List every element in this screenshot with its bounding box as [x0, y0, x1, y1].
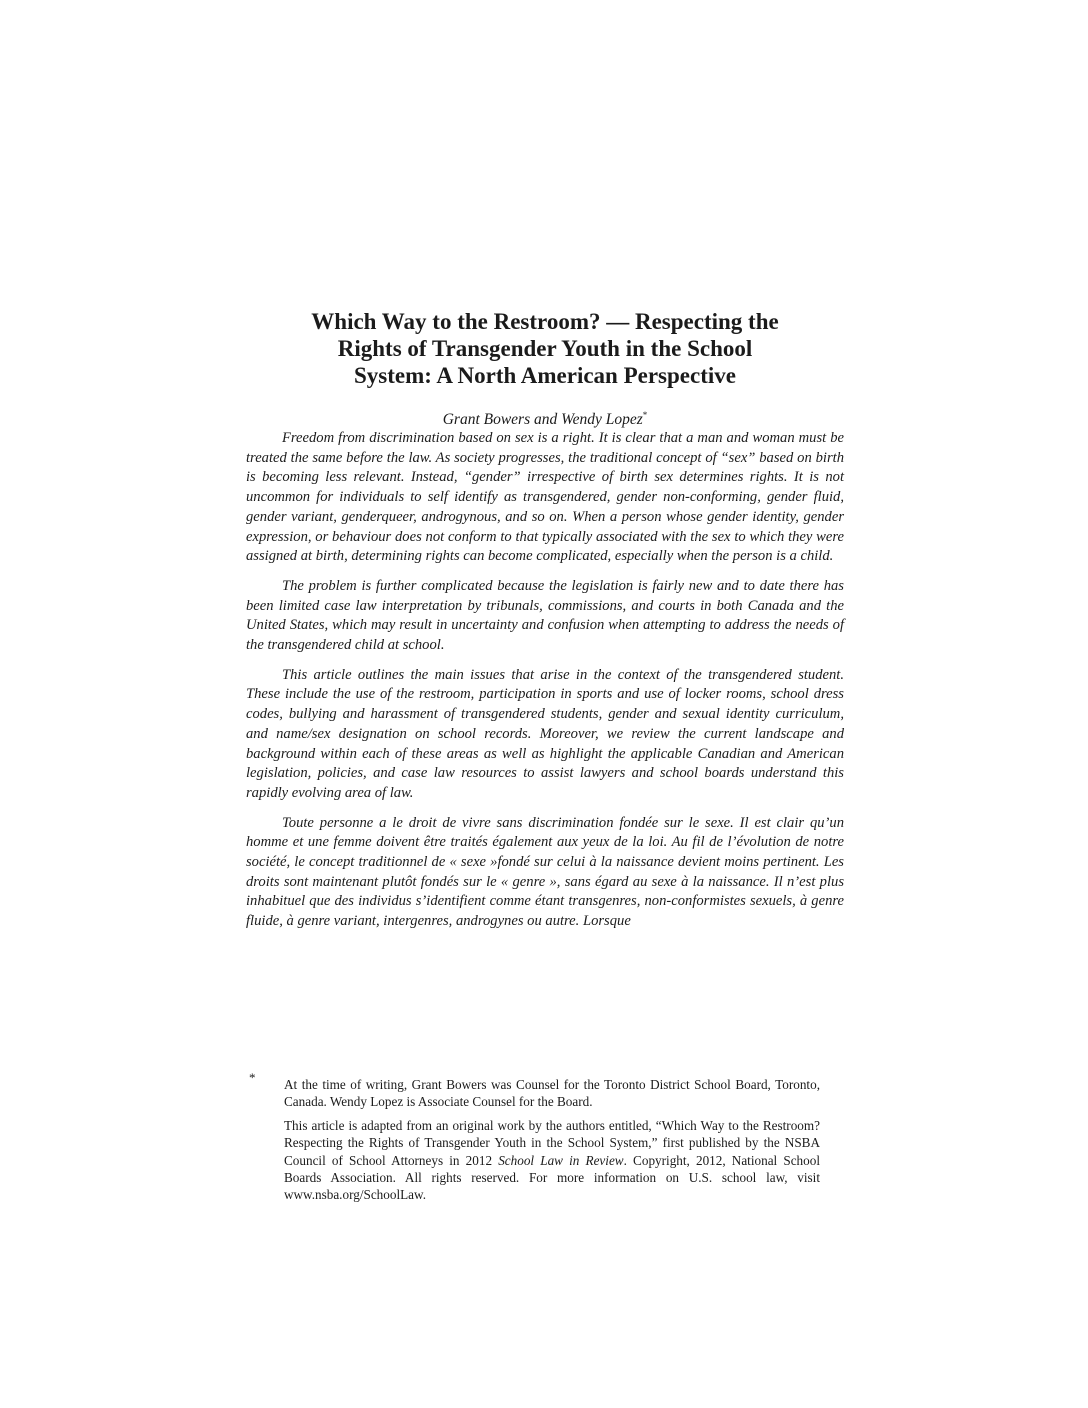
title-line: System: A North American Perspective	[354, 363, 736, 388]
footnote-paragraph	[284, 1117, 820, 1204]
footnote	[284, 1076, 820, 1210]
title-line: Which Way to the Restroom? — Respecting the	[311, 309, 779, 334]
abstract-paragraph: This article outlines the main issues that arise in the context of the transgendered student. These include the use of the restroom, participation in sports and use of locker rooms, school dress codes, bullying and harassment of transgendered students, gender and sexual identity curriculum, and name/sex designation on school records. Moreover, we review the current landscape and background within each of these areas as well as highlight the applicable Canadian and American legislation, policies, and case law resources to assist lawyers and school boards understand this rapidly evolving area of law.	[246, 666, 844, 801]
article-title	[245, 308, 845, 389]
abstract-paragraph: Freedom from discrimination based on sex is a right. It is clear that a man and woman must be treated the same before the law. As society progresses, the traditional concept of “sex” based on birth is becoming less relevant. Instead, “gender” irrespective of birth sex determines rights. It is not uncommon for individuals to self identify as transgendered, gender non-conforming, gender fluid, gender variant, genderqueer, androgynous, and so on. When a person whose gender identity, gender expression, or behaviour does not conform to that typically associated with the sex to which they were assigned at birth, determining rights can become complicated, especially when the person is a child.	[246, 430, 844, 565]
footnote-paragraph: At the time of writing, Grant Bowers was Counsel for the Toronto District School Board, Toronto, Canada. Wendy Lopez is Associate Counsel for the Board.	[284, 1077, 820, 1110]
footnote-marker: *	[249, 1070, 256, 1085]
abstract	[246, 429, 844, 942]
publication-title: School Law in Review	[498, 1152, 624, 1168]
author-line	[245, 405, 845, 430]
author-footnote-marker: *	[642, 410, 648, 420]
author-names: Grant Bowers and Wendy Lopez	[442, 411, 643, 429]
title-line: Rights of Transgender Youth in the School	[337, 336, 753, 361]
abstract-paragraph-french: Toute personne a le droit de vivre sans discrimination fondée sur le sexe. Il est clair qu’un homme et une femme doivent être traités également aux yeux de la loi. Au fil de l’évolution de notre société, le concept traditionnel de « sexe »fondé sur celui à la naissance devient moins pertinent. Les droits sont maintenant plutôt fondés sur le « genre », sans égard au sexe à la naissance. Il n’est plus inhabituel que des individus s’identifient comme étant transgenres, non-conformistes sexuels, à genre fluide, à genre variant, intergenres, androgynes ou autre. Lorsque	[246, 814, 844, 930]
footnote-text: . Copyright, 2012, National School Boards Association. All rights reserved. For more information on U.S. school law, visit www.nsba.org/SchoolLaw.	[284, 1152, 821, 1203]
footnote-text: This article is adapted from an original work by the authors entitled, “Which Way to the Restroom? Respecting the Rights of Transgender Youth in the School System,” first published by the NSBA Council of School Attorneys in 2012	[284, 1117, 820, 1168]
abstract-paragraph: The problem is further complicated because the legislation is fairly new and to date there has been limited case law interpretation by tribunals, commissions, and courts in both Canada and the United States, which may result in uncertainty and confusion when attempting to address the needs of the transgendered child at school.	[246, 577, 844, 654]
